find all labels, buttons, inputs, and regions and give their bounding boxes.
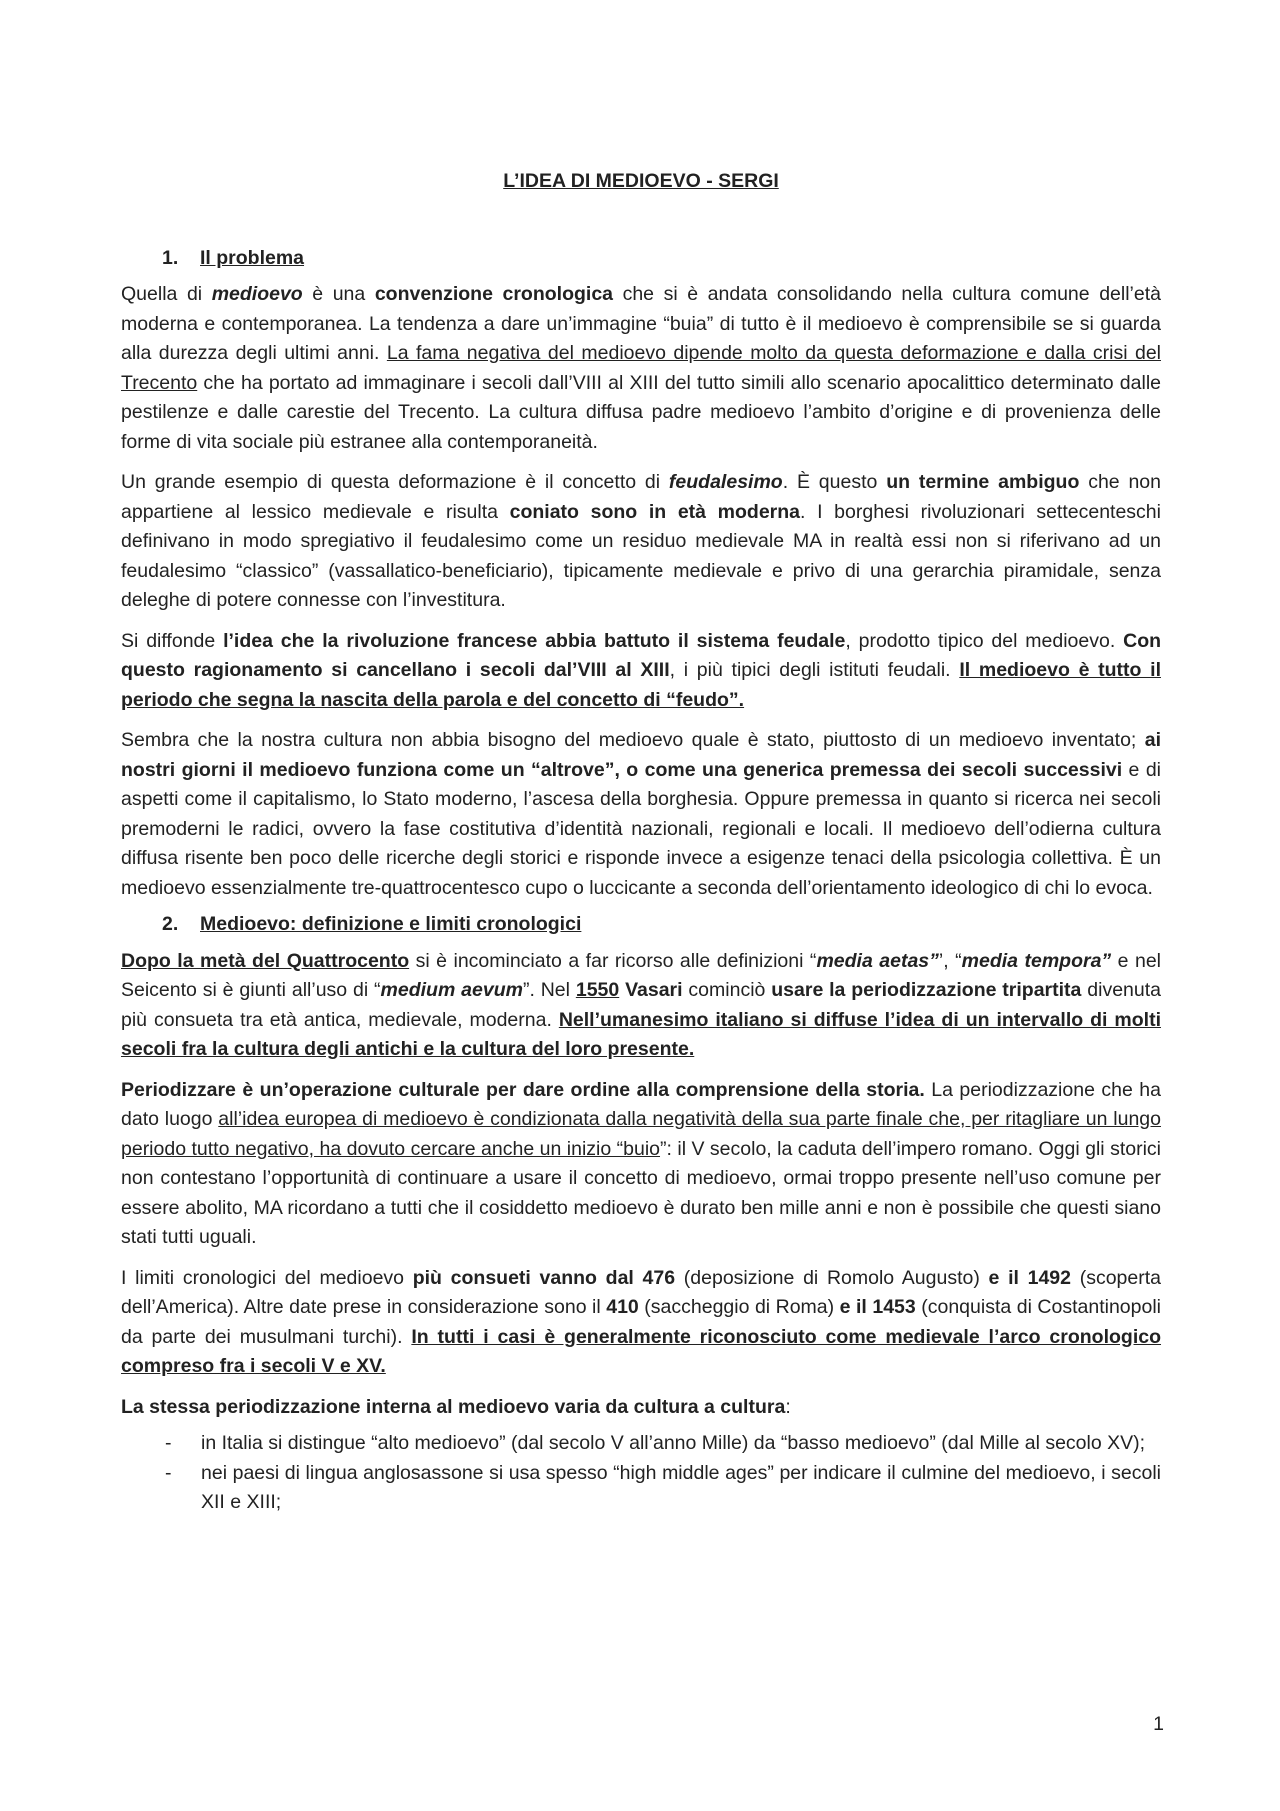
- text-run: più consueti vanno dal 476: [412, 1266, 676, 1289]
- text-run: all’idea europea di medioevo è condizionata dalla negatività della sua parte finale che, per ritagliare un lungo periodo tutto negativo, ha dovuto cercare anche un inizio “buio: [121, 1108, 1161, 1160]
- text-run: Nell’umanesimo italiano si diffuse l’idea di un intervallo di molti secoli fra la cultura degli antichi e la cultura del loro presente.: [121, 1008, 1161, 1060]
- text-run: si è incominciato a far ricorso alle definizioni “: [409, 949, 817, 972]
- paragraph: [121, 1264, 1161, 1382]
- text-run: In tutti i casi è generalmente riconosciuto come medievale l’arco cronologico compreso fra i secoli V e XV.: [121, 1325, 1162, 1377]
- text-run: Con questo ragionamento si cancellano i secoli dal’VIII al XIII: [121, 629, 1162, 681]
- page-number: 1: [1153, 1713, 1164, 1735]
- text-run: feudalesimo: [668, 471, 783, 493]
- text-run: 410: [606, 1296, 639, 1318]
- text-run: (saccheggio di Roma): [638, 1296, 840, 1318]
- text-run: La fama negativa del medioevo dipende molto da questa deformazione e dalla crisi del Trecento: [121, 342, 1161, 394]
- text-run: Il medioevo è tutto il periodo che segna la nascita della parola e del concetto di “feudo”.: [121, 659, 1161, 711]
- text-run: ai nostri giorni il medioevo funziona come un “altrove”, o come una generica premessa dei secoli successivi: [121, 729, 1161, 781]
- section-number: 2.: [162, 913, 179, 935]
- list-item-text: nei paesi di lingua anglosassone si usa spesso “high middle ages” per indicare il culmine del medioevo, i secoli XII e XIII;: [201, 1461, 1161, 1513]
- text-run: e il 1492: [988, 1266, 1071, 1289]
- text-run: Dopo la metà del Quattrocento: [121, 949, 410, 972]
- text-run: e il 1453: [839, 1296, 916, 1318]
- list-item: [121, 1429, 1161, 1459]
- paragraph: [121, 726, 1161, 903]
- text-run: un termine ambiguo: [886, 471, 1080, 493]
- document-title: L’IDEA DI MEDIOEVO - SERGI: [503, 170, 779, 192]
- text-run: Quella di: [121, 283, 212, 305]
- text-run: Un grande esempio di questa deformazione è il concetto di: [121, 471, 669, 493]
- list-marker: -: [165, 1432, 172, 1454]
- paragraph: [121, 1076, 1161, 1253]
- text-run: ’, “: [938, 949, 962, 972]
- text-run: medium aevum: [380, 979, 523, 1001]
- paragraph: [121, 627, 1161, 716]
- text-run: e di aspetti come il capitalismo, lo Stato moderno, l’ascesa della borghesia. Oppure premessa in quanto si ricerca nei secoli premoderni le radici, ovvero la fase costitutiva d’identità nazionali, regionali e locali. Il medioevo dell’odierna cultura diffusa risente ben poco delle ricerche degli storici e risponde invece a esigenze tenaci della psicologia collettiva. È un medioevo essenzialmente tre-quattrocentesco cupo o luccicante a seconda dell’orientamento ideologico di chi lo evoca.: [121, 758, 1161, 899]
- paragraph: [121, 1393, 1161, 1423]
- text-run: medioevo: [211, 283, 303, 305]
- text-run: cominciò: [682, 979, 772, 1001]
- text-run: , prodotto tipico del medioevo.: [845, 629, 1124, 652]
- text-run: (conquista di Costantinopoli da parte dei musulmani turchi).: [121, 1296, 1161, 1348]
- list-item: [121, 1459, 1161, 1518]
- paragraph: [121, 280, 1161, 457]
- text-run: . È questo: [782, 471, 887, 493]
- text-run: Periodizzare è un’operazione culturale per dare ordine alla comprensione della storia.: [121, 1078, 925, 1101]
- text-run: ”: il V secolo, la caduta dell’impero romano. Oggi gli storici non contestano l’opportunità di continuare a usare il concetto di medioevo, ormai troppo presente nell’uso comune per essere abolito, MA ricordano a tutti che il cosiddetto medioevo è durato ben mille anni e non è possibile che questi siano stati tutti uguali.: [121, 1137, 1161, 1248]
- text-run: La periodizzazione che ha dato luogo: [121, 1078, 1161, 1130]
- text-run: convenzione cronologica: [374, 283, 614, 305]
- paragraph: [121, 468, 1161, 616]
- text-run: Sembra che la nostra cultura non abbia bisogno del medioevo quale è stato, piuttosto di un medioevo inventato;: [121, 729, 1145, 751]
- paragraph: [121, 947, 1161, 1065]
- text-run: . I borghesi rivoluzionari settecenteschi definivano in modo spregiativo il feudalesimo come un residuo medievale MA in realtà essi non si riferivano ad un feudalesimo “classico” (vassallatico-beneficiario), tipicamente medievale e privo di una gerarchia piramidale, senza deleghe di potere connesse con l’investitura.: [121, 500, 1161, 611]
- text-run: usare la periodizzazione tripartita: [771, 979, 1082, 1001]
- text-run: coniato sono in età moderna: [509, 500, 801, 523]
- text-run: (scoperta dell’America). Altre date prese in considerazione sono il: [121, 1266, 1161, 1318]
- bullet-list: [121, 1429, 1161, 1518]
- text-run: ”. Nel: [522, 979, 576, 1001]
- list-item-text: in Italia si distingue “alto medioevo” (dal secolo V all’anno Mille) da “basso medioevo” (dal Mille al secolo XV);: [201, 1432, 1146, 1454]
- text-run: Vasari: [625, 979, 683, 1001]
- section-heading-2: [121, 910, 1161, 940]
- text-run: che si è andata consolidando nella cultura comune dell’età moderna e contemporanea. La tendenza a dare un’immagine “buia” di tutto è il medioevo è comprensibile se si guarda alla durezza degli ultimi anni.: [121, 283, 1161, 364]
- text-run: che non appartiene al lessico medievale e risulta: [121, 471, 1161, 523]
- section-heading-1: [121, 244, 1161, 274]
- text-run: La stessa periodizzazione interna al medioevo varia da cultura a cultura: [121, 1395, 786, 1418]
- document-body: [121, 167, 1161, 1518]
- text-run: divenuta più consueta tra età antica, medievale, moderna.: [121, 979, 1161, 1031]
- text-run: è una: [302, 283, 375, 305]
- section-title: Il problema: [200, 246, 305, 269]
- text-run: , i più tipici degli istituti feudali.: [669, 659, 960, 681]
- text-run: e nel Seicento si è giunti all’uso di “: [121, 949, 1161, 1001]
- text-run: (deposizione di Romolo Augusto): [675, 1266, 989, 1289]
- list-marker: -: [165, 1461, 172, 1484]
- text-run: media aetas”: [816, 949, 939, 972]
- section-title: Medioevo: definizione e limiti cronologici: [200, 913, 582, 935]
- section-number: 1.: [162, 246, 179, 269]
- text-run: che ha portato ad immaginare i secoli dall’VIII al XIII del tutto simili allo scenario apocalittico determinato dalle pestilenze e dalle carestie del Trecento. La cultura diffusa padre medioevo l’ambito d’origine e di provenienza delle forme di vita sociale più estranee alla contemporaneità.: [121, 371, 1161, 453]
- text-run: Si diffonde: [121, 629, 224, 652]
- text-run: :: [785, 1395, 791, 1418]
- text-run: media tempora”: [961, 949, 1112, 972]
- text-run: 1550: [575, 979, 620, 1001]
- text-run: l’idea che la rivoluzione francese abbia battuto il sistema feudale: [223, 629, 846, 652]
- text-run: I limiti cronologici del medioevo: [121, 1266, 413, 1289]
